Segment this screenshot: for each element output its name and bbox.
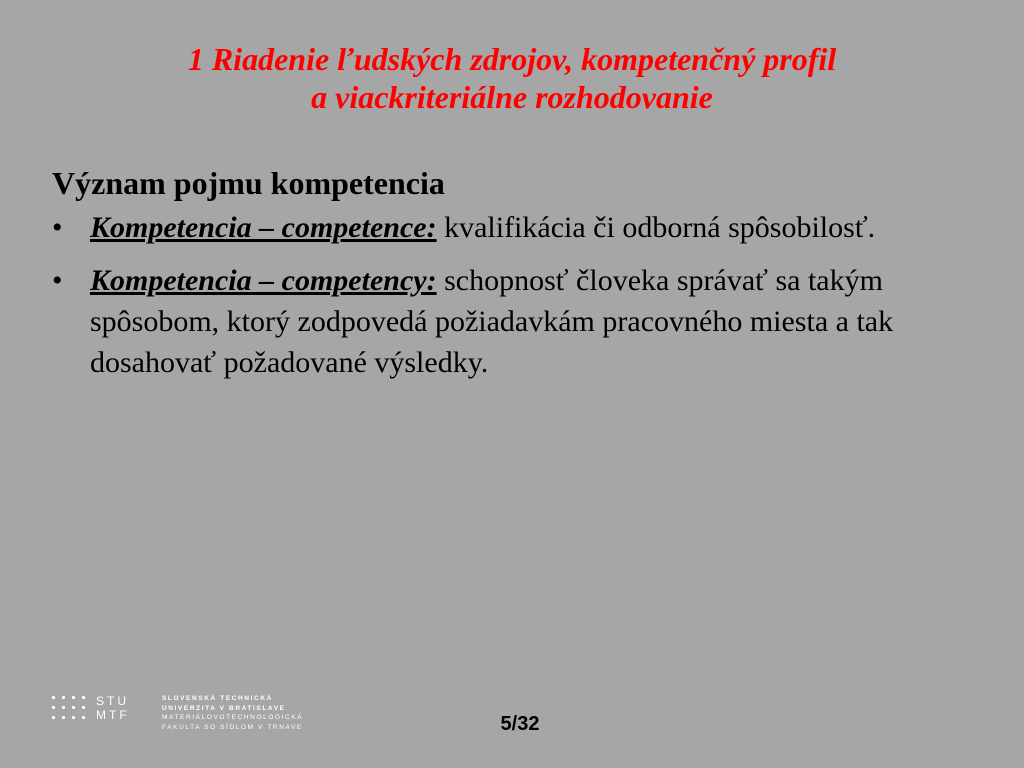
logo-text-line-4: FAKULTA SO SÍDLOM V TRNAVE <box>162 723 303 731</box>
slide-title <box>0 40 1024 116</box>
bullet-item <box>52 260 1002 383</box>
university-logo <box>52 696 312 736</box>
logo-abbrev-mtf: MTF <box>96 708 130 722</box>
logo-text-line-1: SLOVENSKÁ TECHNICKÁ <box>162 695 273 702</box>
logo-text-line-3: MATERIÁLOVOTECHNOLOGICKÁ <box>162 714 304 721</box>
slide-title-line-1: 1 Riadenie ľudských zdrojov, kompetenčný profil <box>187 41 837 77</box>
section-heading: Význam pojmu kompetencia <box>52 165 445 201</box>
logo-text-line-2: UNIVERZITA V BRATISLAVE <box>162 704 286 712</box>
bullet-item <box>52 207 1002 248</box>
bullet-term: Kompetencia – competence: <box>90 211 437 244</box>
slide-title-line-2: a viackriteriálne rozhodovanie <box>311 79 713 115</box>
logo-abbreviation <box>96 694 130 722</box>
page-number: 5/32 <box>500 713 540 735</box>
bullet-marker: • <box>52 264 63 297</box>
bullet-term: Kompetencia – competency: <box>90 264 437 297</box>
bullet-marker: • <box>52 211 63 244</box>
dot-grid-icon <box>52 696 88 724</box>
logo-abbrev-stu: STU <box>96 694 129 708</box>
bullet-text: schopnosť človeka správať sa takým spôsobom, ktorý zodpovedá požiadavkám pracovného miesta a tak dosahovať požadované výsledky. <box>90 264 894 379</box>
slide-content <box>52 163 1002 395</box>
bullet-text: kvalifikácia či odborná spôsobilosť. <box>444 211 876 244</box>
logo-institution-name <box>162 694 303 732</box>
